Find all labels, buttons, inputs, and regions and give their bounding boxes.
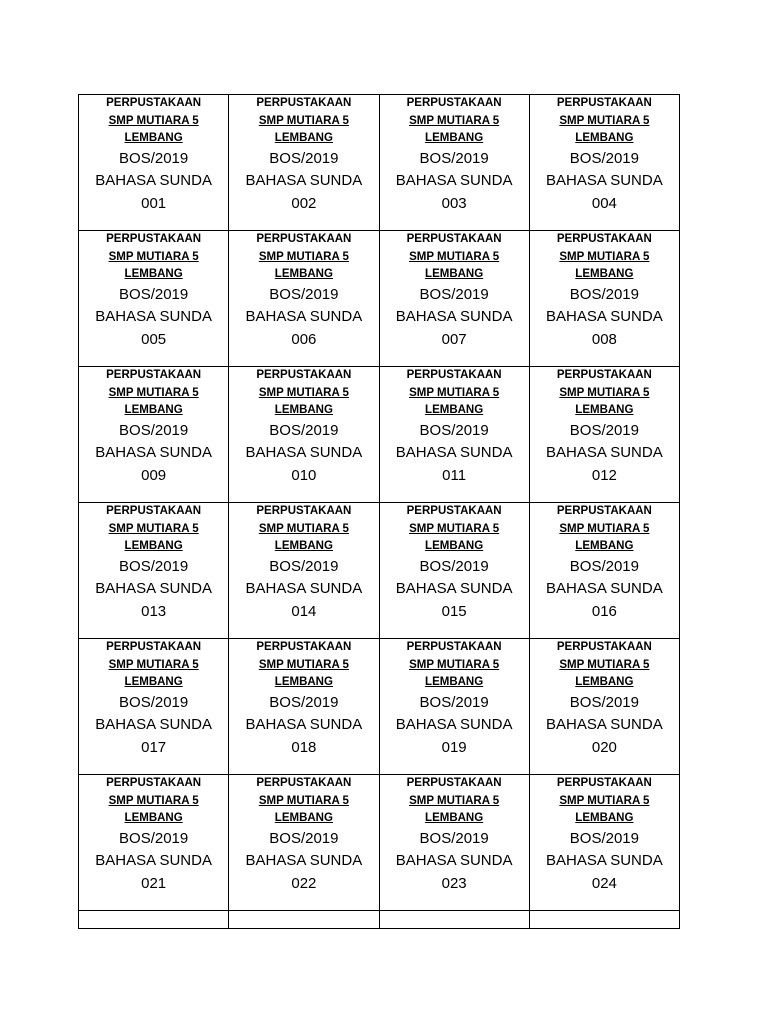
city-name: LEMBANG <box>425 812 484 824</box>
fund-source: BOS/2019 <box>119 693 189 711</box>
book-label <box>379 639 529 775</box>
fund-source: BOS/2019 <box>269 829 339 847</box>
label-row <box>79 503 680 639</box>
fund-source: BOS/2019 <box>269 693 339 711</box>
label-row <box>79 639 680 775</box>
fund-source: BOS/2019 <box>269 421 339 439</box>
fund-source: BOS/2019 <box>569 693 639 711</box>
library-name: PERPUSTAKAAN <box>406 641 502 653</box>
subject-name: BAHASA SUNDA <box>546 580 663 597</box>
subject-name: BAHASA SUNDA <box>95 580 212 597</box>
subject-name: BAHASA SUNDA <box>395 580 513 597</box>
book-label <box>379 367 529 503</box>
label-number: 002 <box>291 194 317 212</box>
fund-source: BOS/2019 <box>419 421 489 439</box>
city-name: LEMBANG <box>425 404 484 416</box>
subject-name: BAHASA SUNDA <box>95 308 212 325</box>
school-name: SMP MUTIARA 5 <box>108 794 199 807</box>
book-label <box>529 639 679 775</box>
library-name: PERPUSTAKAAN <box>556 777 652 789</box>
city-name: LEMBANG <box>274 676 333 688</box>
label-number: 014 <box>291 602 317 620</box>
subject-name: BAHASA SUNDA <box>546 716 663 733</box>
library-name: PERPUSTAKAAN <box>106 369 202 381</box>
school-name: SMP MUTIARA 5 <box>108 522 199 535</box>
school-name: SMP MUTIARA 5 <box>559 658 650 671</box>
subject-name: BAHASA SUNDA <box>245 308 363 325</box>
school-name: SMP MUTIARA 5 <box>559 522 650 535</box>
book-label <box>79 231 229 367</box>
book-label <box>529 503 679 639</box>
subject-name: BAHASA SUNDA <box>95 444 212 461</box>
empty-cell <box>379 911 529 929</box>
label-number: 008 <box>591 330 617 348</box>
label-number: 021 <box>141 874 167 892</box>
label-number: 009 <box>141 466 167 484</box>
subject-name: BAHASA SUNDA <box>245 172 363 189</box>
book-label <box>229 231 379 367</box>
label-number: 020 <box>591 738 617 756</box>
book-label <box>529 367 679 503</box>
library-name: PERPUSTAKAAN <box>556 97 652 109</box>
school-name: SMP MUTIARA 5 <box>409 658 500 671</box>
school-name: SMP MUTIARA 5 <box>409 794 500 807</box>
city-name: LEMBANG <box>425 132 484 144</box>
city-name: LEMBANG <box>575 540 634 552</box>
label-number: 023 <box>441 874 467 892</box>
fund-source: BOS/2019 <box>419 829 489 847</box>
empty-row <box>79 911 680 929</box>
subject-name: BAHASA SUNDA <box>95 852 212 869</box>
subject-name: BAHASA SUNDA <box>245 852 363 869</box>
book-label <box>529 95 679 231</box>
book-label <box>229 775 379 911</box>
city-name: LEMBANG <box>575 404 634 416</box>
subject-name: BAHASA SUNDA <box>395 308 513 325</box>
book-label <box>79 775 229 911</box>
label-number: 001 <box>141 194 167 212</box>
school-name: SMP MUTIARA 5 <box>559 386 650 399</box>
label-number: 024 <box>591 874 617 892</box>
fund-source: BOS/2019 <box>569 149 639 167</box>
book-label <box>229 95 379 231</box>
library-name: PERPUSTAKAAN <box>556 641 652 653</box>
fund-source: BOS/2019 <box>269 149 339 167</box>
library-name: PERPUSTAKAAN <box>556 233 652 245</box>
city-name: LEMBANG <box>124 812 183 824</box>
library-name: PERPUSTAKAAN <box>406 233 502 245</box>
book-label <box>379 503 529 639</box>
empty-cell <box>229 911 379 929</box>
city-name: LEMBANG <box>575 268 634 280</box>
school-name: SMP MUTIARA 5 <box>108 658 199 671</box>
school-name: SMP MUTIARA 5 <box>559 114 650 127</box>
city-name: LEMBANG <box>575 676 634 688</box>
fund-source: BOS/2019 <box>119 421 189 439</box>
fund-source: BOS/2019 <box>569 829 639 847</box>
fund-source: BOS/2019 <box>119 557 189 575</box>
subject-name: BAHASA SUNDA <box>245 444 363 461</box>
label-number: 005 <box>141 330 167 348</box>
library-name: PERPUSTAKAAN <box>106 233 202 245</box>
subject-name: BAHASA SUNDA <box>395 716 513 733</box>
library-name: PERPUSTAKAAN <box>106 97 202 109</box>
library-name: PERPUSTAKAAN <box>256 641 352 653</box>
label-number: 007 <box>441 330 467 348</box>
school-name: SMP MUTIARA 5 <box>258 386 349 399</box>
library-name: PERPUSTAKAAN <box>256 97 352 109</box>
book-label <box>529 775 679 911</box>
label-row <box>79 775 680 911</box>
fund-source: BOS/2019 <box>119 829 189 847</box>
library-name: PERPUSTAKAAN <box>256 369 352 381</box>
book-label <box>529 231 679 367</box>
city-name: LEMBANG <box>575 132 634 144</box>
school-name: SMP MUTIARA 5 <box>258 794 349 807</box>
library-name: PERPUSTAKAAN <box>556 369 652 381</box>
subject-name: BAHASA SUNDA <box>546 444 663 461</box>
book-label <box>379 775 529 911</box>
subject-name: BAHASA SUNDA <box>546 852 663 869</box>
library-name: PERPUSTAKAAN <box>106 505 202 517</box>
school-name: SMP MUTIARA 5 <box>409 250 500 263</box>
library-name: PERPUSTAKAAN <box>256 777 352 789</box>
fund-source: BOS/2019 <box>569 421 639 439</box>
book-label <box>79 95 229 231</box>
label-number: 011 <box>442 466 467 484</box>
city-name: LEMBANG <box>124 268 183 280</box>
school-name: SMP MUTIARA 5 <box>258 658 349 671</box>
city-name: LEMBANG <box>274 812 333 824</box>
book-label <box>229 367 379 503</box>
book-label <box>229 639 379 775</box>
city-name: LEMBANG <box>575 812 634 824</box>
fund-source: BOS/2019 <box>119 285 189 303</box>
city-name: LEMBANG <box>425 676 484 688</box>
label-number: 012 <box>591 466 617 484</box>
label-number: 015 <box>441 602 467 620</box>
subject-name: BAHASA SUNDA <box>245 716 363 733</box>
city-name: LEMBANG <box>124 404 183 416</box>
school-name: SMP MUTIARA 5 <box>559 250 650 263</box>
label-row <box>79 231 680 367</box>
label-number: 010 <box>291 466 317 484</box>
subject-name: BAHASA SUNDA <box>546 308 663 325</box>
subject-name: BAHASA SUNDA <box>546 172 663 189</box>
fund-source: BOS/2019 <box>269 557 339 575</box>
library-name: PERPUSTAKAAN <box>256 505 352 517</box>
school-name: SMP MUTIARA 5 <box>559 794 650 807</box>
book-label <box>79 639 229 775</box>
label-number: 004 <box>591 194 617 212</box>
library-name: PERPUSTAKAAN <box>406 777 502 789</box>
fund-source: BOS/2019 <box>269 285 339 303</box>
school-name: SMP MUTIARA 5 <box>258 114 349 127</box>
label-number: 017 <box>141 738 167 756</box>
library-name: PERPUSTAKAAN <box>256 233 352 245</box>
subject-name: BAHASA SUNDA <box>95 716 212 733</box>
label-number: 018 <box>291 738 317 756</box>
subject-name: BAHASA SUNDA <box>395 444 513 461</box>
school-name: SMP MUTIARA 5 <box>258 522 349 535</box>
library-name: PERPUSTAKAAN <box>106 641 202 653</box>
city-name: LEMBANG <box>124 132 183 144</box>
fund-source: BOS/2019 <box>419 285 489 303</box>
fund-source: BOS/2019 <box>419 557 489 575</box>
fund-source: BOS/2019 <box>569 285 639 303</box>
label-number: 019 <box>441 738 467 756</box>
label-row <box>79 367 680 503</box>
school-name: SMP MUTIARA 5 <box>409 386 500 399</box>
fund-source: BOS/2019 <box>569 557 639 575</box>
book-label <box>79 367 229 503</box>
empty-cell <box>529 911 679 929</box>
school-name: SMP MUTIARA 5 <box>108 250 199 263</box>
subject-name: BAHASA SUNDA <box>395 172 513 189</box>
subject-name: BAHASA SUNDA <box>395 852 513 869</box>
library-name: PERPUSTAKAAN <box>406 369 502 381</box>
school-name: SMP MUTIARA 5 <box>409 522 500 535</box>
city-name: LEMBANG <box>124 676 183 688</box>
label-number: 022 <box>291 874 317 892</box>
city-name: LEMBANG <box>274 268 333 280</box>
city-name: LEMBANG <box>124 540 183 552</box>
label-number: 006 <box>291 330 317 348</box>
empty-cell <box>79 911 229 929</box>
fund-source: BOS/2019 <box>119 149 189 167</box>
school-name: SMP MUTIARA 5 <box>108 386 199 399</box>
label-number: 013 <box>141 602 167 620</box>
label-row <box>79 95 680 231</box>
book-label <box>79 503 229 639</box>
label-number: 016 <box>591 602 617 620</box>
library-name: PERPUSTAKAAN <box>556 505 652 517</box>
school-name: SMP MUTIARA 5 <box>258 250 349 263</box>
fund-source: BOS/2019 <box>419 149 489 167</box>
city-name: LEMBANG <box>425 540 484 552</box>
label-sheet-body <box>79 95 680 929</box>
library-name: PERPUSTAKAAN <box>106 777 202 789</box>
book-label <box>229 503 379 639</box>
city-name: LEMBANG <box>274 132 333 144</box>
city-name: LEMBANG <box>425 268 484 280</box>
school-name: SMP MUTIARA 5 <box>108 114 199 127</box>
label-number: 003 <box>441 194 467 212</box>
fund-source: BOS/2019 <box>419 693 489 711</box>
city-name: LEMBANG <box>274 540 333 552</box>
city-name: LEMBANG <box>274 404 333 416</box>
subject-name: BAHASA SUNDA <box>245 580 363 597</box>
school-name: SMP MUTIARA 5 <box>409 114 500 127</box>
subject-name: BAHASA SUNDA <box>95 172 212 189</box>
label-sheet-table <box>78 94 680 929</box>
book-label <box>379 95 529 231</box>
book-label <box>379 231 529 367</box>
library-name: PERPUSTAKAAN <box>406 505 502 517</box>
library-name: PERPUSTAKAAN <box>406 97 502 109</box>
